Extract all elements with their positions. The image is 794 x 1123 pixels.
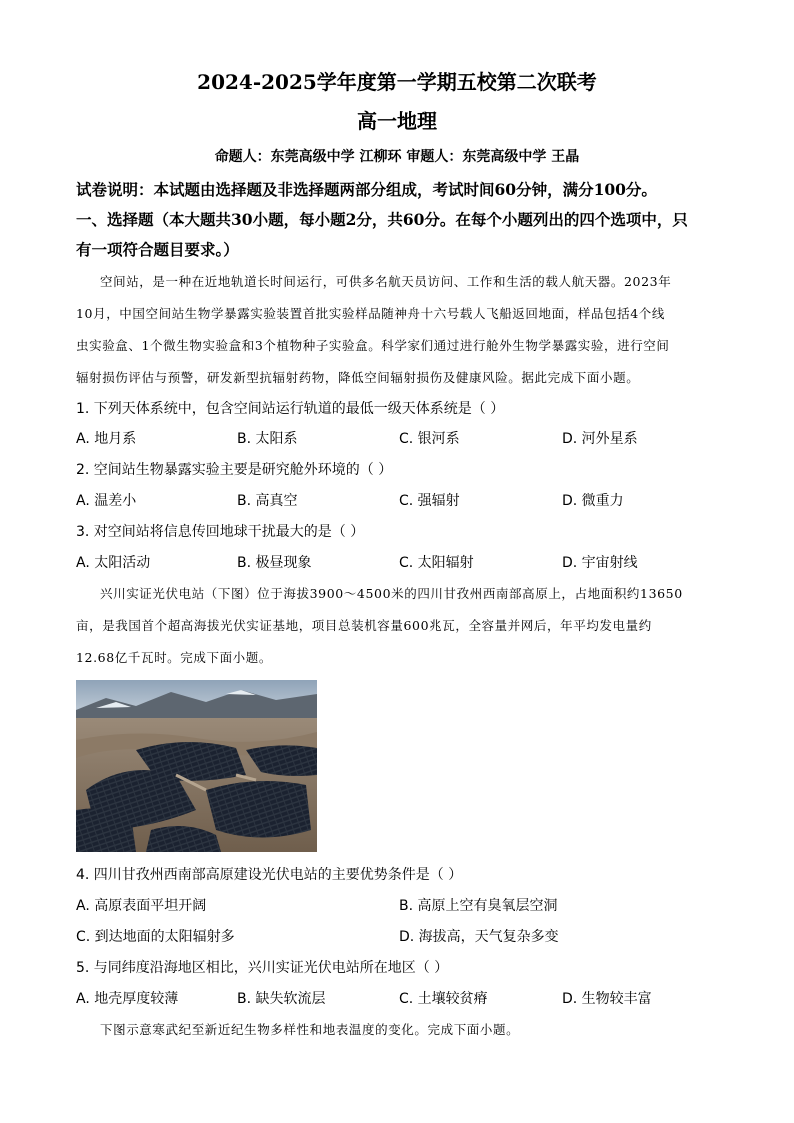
question-options <box>76 490 726 510</box>
question-stem: 1. 下列天体系统中，包含空间站运行轨道的最低一级天体系统是（ ） <box>76 401 505 417</box>
option: D. 宇宙射线 <box>562 555 638 571</box>
option: C. 银河系 <box>399 431 460 447</box>
question-stem: 5. 与同纬度沿海地区相比，兴川实证光伏电站所在地区（ ） <box>76 960 449 976</box>
option: C. 太阳辐射 <box>399 555 474 571</box>
option: D. 生物较丰富 <box>562 991 652 1007</box>
option: A. 地月系 <box>76 431 137 447</box>
option: A. 高原表面平坦开阔 <box>76 898 207 914</box>
option: B. 高真空 <box>237 493 298 509</box>
question-stem: 2. 空间站生物暴露实验主要是研究舱外环境的（ ） <box>76 462 393 478</box>
option: D. 微重力 <box>562 493 624 509</box>
question-stem: 4. 四川甘孜州西南部高原建设光伏电站的主要优势条件是（ ） <box>76 867 463 883</box>
passage1-line: 空间站，是一种在近地轨道长时间运行，可供多名航天员访问、工作和生活的载人航天器。2023年 <box>100 274 672 289</box>
passage2-line: 12.68亿千瓦时。完成下面小题。 <box>76 650 272 665</box>
exam-note: 试卷说明：本试题由选择题及非选择题两部分组成，考试时间60分钟，满分100分。 <box>76 180 657 199</box>
option: A. 地壳厚度较薄 <box>76 991 179 1007</box>
option: C. 土壤较贫瘠 <box>399 991 488 1007</box>
option: A. 温差小 <box>76 493 137 509</box>
option: C. 到达地面的太阳辐射多 <box>76 929 235 945</box>
passage2-line: 兴川实证光伏电站（下图）位于海拔3900～4500米的四川甘孜州西南部高原上，占地面积约13650 <box>100 586 683 601</box>
section-title-line-2: 有一项符合题目要求。） <box>76 240 239 259</box>
question-options <box>76 428 726 448</box>
question-options <box>76 552 726 572</box>
option: A. 太阳活动 <box>76 555 151 571</box>
exam-title: 2024-2025学年度第一学期五校第二次联考 <box>197 70 597 94</box>
question-options <box>76 988 726 1008</box>
passage2-line: 亩，是我国首个超高海拔光伏实证基地，项目总装机容量600兆瓦，全容量并网后，年平均发电量约 <box>76 618 652 633</box>
exam-subject: 高一地理 <box>357 109 437 133</box>
passage1-line: 虫实验盒、1个微生物实验盒和3个植物种子实验盒。科学家们通过进行舱外生物学暴露实验，进行空间 <box>76 338 670 353</box>
passage1-line: 10月，中国空间站生物学暴露实验装置首批实验样品随神舟十六号载人飞船返回地面，样品包括4个线 <box>76 306 665 321</box>
question-options <box>76 926 726 946</box>
question-stem: 3. 对空间站将信息传回地球干扰最大的是（ ） <box>76 524 365 540</box>
option: B. 缺失软流层 <box>237 991 326 1007</box>
option: B. 太阳系 <box>237 431 298 447</box>
option: D. 河外星系 <box>562 431 638 447</box>
passage1-line: 辐射损伤评估与预警，研发新型抗辐射药物，降低空间辐射损伤及健康风险。据此完成下面小题。 <box>76 370 640 385</box>
option: D. 海拔高，天气复杂多变 <box>399 929 559 945</box>
exam-authors: 命题人：东莞高级中学 江柳环 审题人：东莞高级中学 王晶 <box>214 149 580 165</box>
option: B. 极昼现象 <box>237 555 312 571</box>
question-options <box>76 895 726 915</box>
passage3-line: 下图示意寒武纪至新近纪生物多样性和地表温度的变化。完成下面小题。 <box>100 1022 520 1037</box>
solar-plant-photo <box>76 680 317 852</box>
option: B. 高原上空有臭氧层空洞 <box>399 898 558 914</box>
option: C. 强辐射 <box>399 493 460 509</box>
section-title-line-1: 一、选择题（本大题共30小题，每小题2分，共60分。在每个小题列出的四个选项中，只 <box>76 210 688 229</box>
